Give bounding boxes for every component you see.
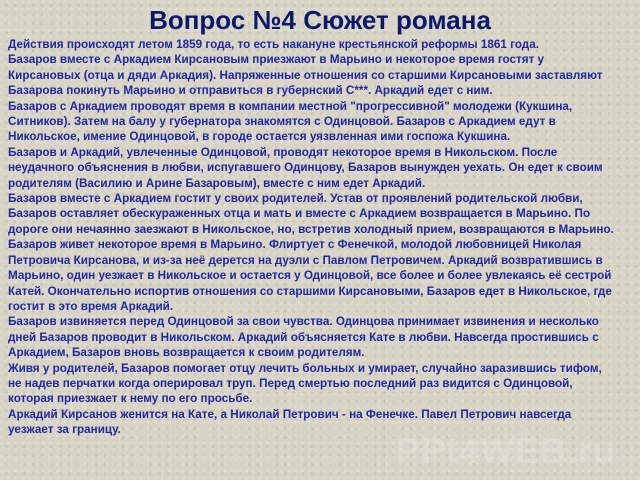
paragraph-8: Живя у родителей, Базаров помогает отцу лечить больных и умирает, случайно заразившись тифом, не надев перчатки когда оперировал труп. Перед смертью последний раз видится с Одинцовой, которая приезжает к нему по его просьбе. [8, 361, 602, 406]
paragraph-5: Базаров вместе с Аркадием гостит у своих родителей. Устав от проявлений родительской любви, Базаров оставляет обескураженных отца и мать и вместе с Аркадием возвращается в Марьино. По дороге они нечаянно заезжают в Никольское, но, встретив холодный прием, возвращаются в Марьино. [8, 192, 614, 236]
paragraph-2: Базаров вместе с Аркадием Кирсановым приезжают в Марьино и некоторое время гостят у Кирсановых (отца и дяди Аркадия). Напряженные отношения со старшими Кирсановыми заставляют Базарова покинуть Марьино и отправиться в губернский С***. Аркадий едет с ним. [8, 53, 603, 98]
watermark-logo: PPt4WEB.ru [395, 430, 616, 471]
slide-body [8, 37, 614, 438]
paragraph-7: Базаров извиняется перед Одинцовой за свои чувства. Одинцова принимает извинения и несколько дней Базаров проводит в Никольском. Аркадий объясняется Кате в любви. Навсегда простившись с Аркадием, Базаров вновь возвращается к своим родителям. [8, 315, 599, 360]
paragraph-9: Аркадий Кирсанов женится на Кате, а Николай Петрович - на Фенечке. Павел Петрович навсегда уезжает за границу. [8, 407, 572, 437]
slide-title: Вопрос №4 Сюжет романа [149, 5, 491, 35]
paragraph-6: Базаров живет некоторое время в Марьино. Флиртует с Фенечкой, молодой любовницей Николая Петровича Кирсанова, и из-за неё дерется на дуэли с Павлом Петровичем. Аркадий возвратившись в Марьино, один уезжает в Никольское и остается у Одинцовой, все более и более увлекаясь её сестрой Катей. Окончательно испортив отношения со старшими Кирсановыми, Базаров едет в Никольское, где гостит в это время Аркадий. [8, 238, 612, 313]
paragraph-4: Базаров и Аркадий, увлеченные Одинцовой, проводят некоторое время в Никольском. После неудачного объяснения в любви, испугавшего Одинцову, Базаров вынужден уехать. Он едет к своим родителям (Василию и Арине Базаровым), вместе с ним едет Аркадий. [8, 145, 603, 190]
paragraph-3: Базаров с Аркадием проводят время в компании местной "прогрессивной" молодежи (Кукшина, Ситников). Затем на балу у губернатора знакомятся с Одинцовой. Базаров с Аркадием едут в Никольское, имение Одинцовой, в городе остается уязвленная ими госпожа Кукшина. [8, 99, 573, 144]
paragraph-1: Действия происходят летом 1859 года, то есть накануне крестьянской реформы 1861 года. [8, 38, 539, 51]
